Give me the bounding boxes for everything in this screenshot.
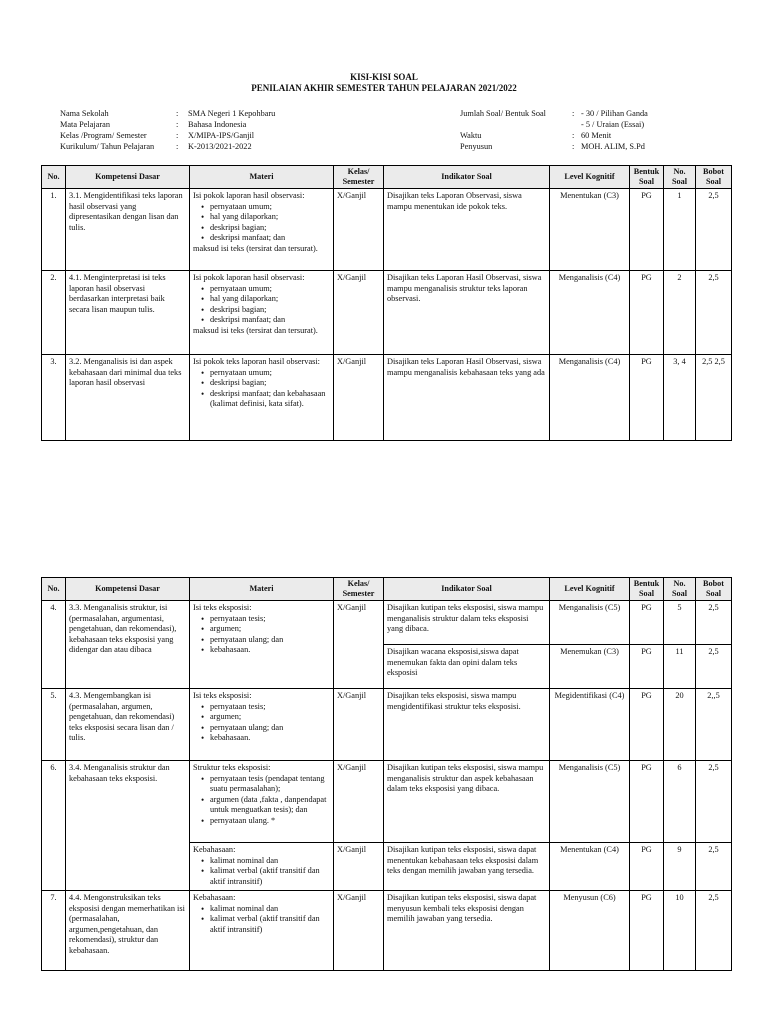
nosoal-cell: 6 [664,761,696,843]
table-row [42,601,732,645]
col-header-kelas: Kelas/ Semester [334,166,384,189]
table-row [42,189,732,271]
bentuk-cell: PG [630,601,664,645]
nosoal-cell: 2 [664,271,696,355]
page-subtitle: PENILAIAN AKHIR SEMESTER TAHUN PELAJARAN 2021/2022 [251,83,517,93]
bobot-cell: 2,5 [696,189,732,271]
row-no: 4. [42,601,66,689]
bobot-cell: 2,5 [696,645,732,689]
row-no: 7. [42,891,66,971]
col-header-bentuk: Bentuk Soal [630,166,664,189]
materi-cell: Isi teks eksposisi: • pernyataan tesis; • argumen; • pernyataan ulang; dan • kebahasaan. [190,601,334,689]
bentuk-cell: PG [630,189,664,271]
school-info-right [460,108,648,152]
nosoal-cell: 10 [664,891,696,971]
info-row-question-count-2: - 5 / Uraian (Essai) [581,120,645,129]
grid-table-1 [41,165,732,441]
table-row [42,271,732,355]
bentuk-cell: PG [630,271,664,355]
info-row-school: Nama Sekolah : SMA Negeri 1 Kepohbaru [60,109,276,118]
bentuk-cell: PG [630,891,664,971]
info-row-time: Waktu : 60 Menit [460,131,612,140]
info-row-class: Kelas /Program/ Semester : X/MIPA-IPS/Ganjil [60,131,255,140]
col-header-kd: Kompetensi Dasar [66,166,190,189]
row-no: 3. [42,355,66,441]
indikator-cell: Disajikan wacana eksposisi,siswa dapat menemukan fakta dan opini dalam teks eksposisi [384,645,550,689]
materi-cell: Struktur teks eksposisi: • pernyataan tesis (pendapat tentang suatu permasalahan); • argumen (data ,fakta , danpendapat untuk menguatkan tesis); dan • pernyataan ulang. * [190,761,334,843]
nosoal-cell: 3, 4 [664,355,696,441]
info-row-curriculum: Kurikulum/ Tahun Pelajaran : K-2013/2021-2022 [60,142,252,151]
nosoal-cell: 9 [664,843,696,891]
kd-cell: 4.3. Mengembangkan isi (permasalahan, argumen, pengetahuan, dan rekomendasi) teks eksposisi secara lisan dan / tulis. [66,689,190,761]
bobot-cell: 2,5 [696,891,732,971]
table-row [42,689,732,761]
materi-list: • kalimat nominal dan • kalimat verbal (aktif transitif dan aktif intransitif) [193,904,330,936]
materi-list: • pernyataan tesis (pendapat tentang suatu permasalahan); • argumen (data ,fakta , danpendapat untuk menguatkan tesis); dan • pernyataan ulang. * [193,774,330,827]
grid-table-2 [41,577,732,971]
materi-cell: Isi pokok laporan hasil observasi: • pernyataan umum; • hal yang dilaporkan; • deskripsi bagian; • deskripsi manfaat; dan maksud isi teks (tersirat dan tersurat). [190,189,334,271]
indikator-cell: Disajikan kutipan teks eksposisi, siswa dapat menentukan kebahasaan teks eksposisi dalam teks dengan memilih jawaban yang tersedia. [384,843,550,891]
kd-cell: 3.3. Menganalisis struktur, isi (permasalahan, argumentasi, pengetahuan, dan rekomendasi), kebahasaan teks eksposisi yang didengar dan atau dibaca [66,601,190,689]
indikator-cell: Disajikan teks eksposisi, siswa mampu mengidentifikasi struktur teks eksposisi. [384,689,550,761]
bentuk-cell: PG [630,761,664,843]
kelas-cell: X/Ganjil [334,761,384,843]
indikator-cell: Disajikan kutipan teks eksposisi, siswa mampu menganalisis struktur dan aspek kebahasaan dalam teks eksposisi yang dibaca. [384,761,550,843]
indikator-cell: Disajikan kutipan teks eksposisi, siswa dapat menyusun kembali teks eksposisi dengan memilih jawaban yang tersedia. [384,891,550,971]
materi-cell: Kebahasaan: • kalimat nominal dan • kalimat verbal (aktif transitif dan aktif intransitif) [190,891,334,971]
col-header-bobot: Bobot Soal [696,578,732,601]
materi-list: • pernyataan tesis; • argumen; • pernyataan ulang; dan • kebahasaan. [193,702,330,744]
materi-list: • kalimat nominal dan • kalimat verbal (aktif transitif dan aktif intransitif) [193,856,330,888]
bentuk-cell: PG [630,645,664,689]
table-row [42,891,732,971]
materi-list: • pernyataan umum; • hal yang dilaporkan; • deskripsi bagian; • deskripsi manfaat; dan [193,284,330,326]
kd-cell: 4.4. Mengonstruksikan teks eksposisi dengan memerhatikan isi (permasalahan, argumen,pengetahuan, dan rekomendasi), struktur dan kebahasaan. [66,891,190,971]
table-header-row [42,166,732,189]
col-header-nosoal: No. Soal [664,166,696,189]
col-header-no: No. [42,578,66,601]
kelas-cell: X/Ganjil [334,601,384,689]
kelas-cell: X/Ganjil [334,189,384,271]
kd-cell: 4.1. Menginterpretasi isi teks laporan hasil observasi berdasarkan interpretasi baik secara lisan maupun tulis. [66,271,190,355]
page-header [0,72,768,94]
page-title: KISI-KISI SOAL [350,72,418,82]
row-no: 5. [42,689,66,761]
bobot-cell: 2,,5 [696,689,732,761]
table-row [42,761,732,843]
nosoal-cell: 20 [664,689,696,761]
nosoal-cell: 5 [664,601,696,645]
col-header-indikator: Indikator Soal [384,578,550,601]
bentuk-cell: PG [630,355,664,441]
indikator-cell: Disajikan teks Laporan Hasil Observasi, siswa mampu menganalisis kebahasaan teks yang ada [384,355,550,441]
bobot-cell: 2,5 2,5 [696,355,732,441]
level-cell: Menentukan (C3) [550,189,630,271]
col-header-no: No. [42,166,66,189]
col-header-bentuk: Bentuk Soal [630,578,664,601]
col-header-bobot: Bobot Soal [696,166,732,189]
col-header-indikator: Indikator Soal [384,166,550,189]
bobot-cell: 2,5 [696,843,732,891]
bentuk-cell: PG [630,843,664,891]
row-no: 1. [42,189,66,271]
bobot-cell: 2,5 [696,601,732,645]
col-header-materi: Materi [190,166,334,189]
level-cell: Megidentifikasi (C4) [550,689,630,761]
kelas-cell: X/Ganjil [334,891,384,971]
info-row-author: Penyusun : MOH. ALIM, S.Pd [460,142,645,151]
col-header-nosoal: No. Soal [664,578,696,601]
kelas-cell: X/Ganjil [334,843,384,891]
nosoal-cell: 1 [664,189,696,271]
table-header-row [42,578,732,601]
level-cell: Menganalisis (C4) [550,355,630,441]
materi-list: • pernyataan umum; • hal yang dilaporkan; • deskripsi bagian; • deskripsi manfaat; dan [193,202,330,244]
row-no: 6. [42,761,66,891]
materi-cell: Isi pokok teks laporan hasil observasi: • pernyataan umum; • deskripsi bagian; • deskripsi manfaat; dan kebahasaan (kalimat definisi, kata sifat). [190,355,334,441]
kelas-cell: X/Ganjil [334,355,384,441]
kelas-cell: X/Ganjil [334,689,384,761]
level-cell: Menentukan (C4) [550,843,630,891]
materi-cell: Isi teks eksposisi: • pernyataan tesis; • argumen; • pernyataan ulang; dan • kebahasaan. [190,689,334,761]
col-header-materi: Materi [190,578,334,601]
materi-list: • pernyataan umum; • deskripsi bagian; • deskripsi manfaat; dan kebahasaan (kalimat definisi, kata sifat). [193,368,330,410]
info-row-subject: Mata Pelajaran : Bahasa Indonesia [60,120,247,129]
indikator-cell: Disajikan teks Laporan Hasil Observasi, siswa mampu menganalisis struktur teks laporan observasi. [384,271,550,355]
kd-cell: 3.2. Menganalisis isi dan aspek kebahasaan dari minimal dua teks laporan hasil observasi [66,355,190,441]
bobot-cell: 2,5 [696,271,732,355]
col-header-kd: Kompetensi Dasar [66,578,190,601]
row-no: 2. [42,271,66,355]
bobot-cell: 2,5 [696,761,732,843]
info-row-question-count: Jumlah Soal/ Bentuk Soal : - 30 / Pilihan Ganda [460,109,648,118]
nosoal-cell: 11 [664,645,696,689]
level-cell: Menganalisis (C5) [550,761,630,843]
indikator-cell: Disajikan kutipan teks eksposisi, siswa mampu menganalisis struktur dalam teks eksposisi yang dibaca. [384,601,550,645]
bentuk-cell: PG [630,689,664,761]
kelas-cell: X/Ganjil [334,271,384,355]
materi-list: • pernyataan tesis; • argumen; • pernyataan ulang; dan • kebahasaan. [193,614,330,656]
table-row [42,355,732,441]
level-cell: Menyusun (C6) [550,891,630,971]
materi-cell: Isi pokok laporan hasil observasi: • pernyataan umum; • hal yang dilaporkan; • deskripsi bagian; • deskripsi manfaat; dan maksud isi teks (tersirat dan tersurat). [190,271,334,355]
school-info-left [60,108,275,152]
col-header-kelas: Kelas/ Semester [334,578,384,601]
kd-cell: 3.4. Menganalisis struktur dan kebahasaan teks eksposisi. [66,761,190,891]
level-cell: Menemukan (C3) [550,645,630,689]
indikator-cell: Disajikan teks Laporan Observasi, siswa mampu menentukan ide pokok teks. [384,189,550,271]
level-cell: Menganalisis (C4) [550,271,630,355]
materi-cell: Kebahasaan: • kalimat nominal dan • kalimat verbal (aktif transitif dan aktif intransitif) [190,843,334,891]
kd-cell: 3.1. Mengidentifikasi teks laporan hasil observasi yang dipresentasikan dengan lisan dan tulis. [66,189,190,271]
col-header-level: Level Kognitif [550,166,630,189]
col-header-level: Level Kognitif [550,578,630,601]
level-cell: Menganalisis (C5) [550,601,630,645]
